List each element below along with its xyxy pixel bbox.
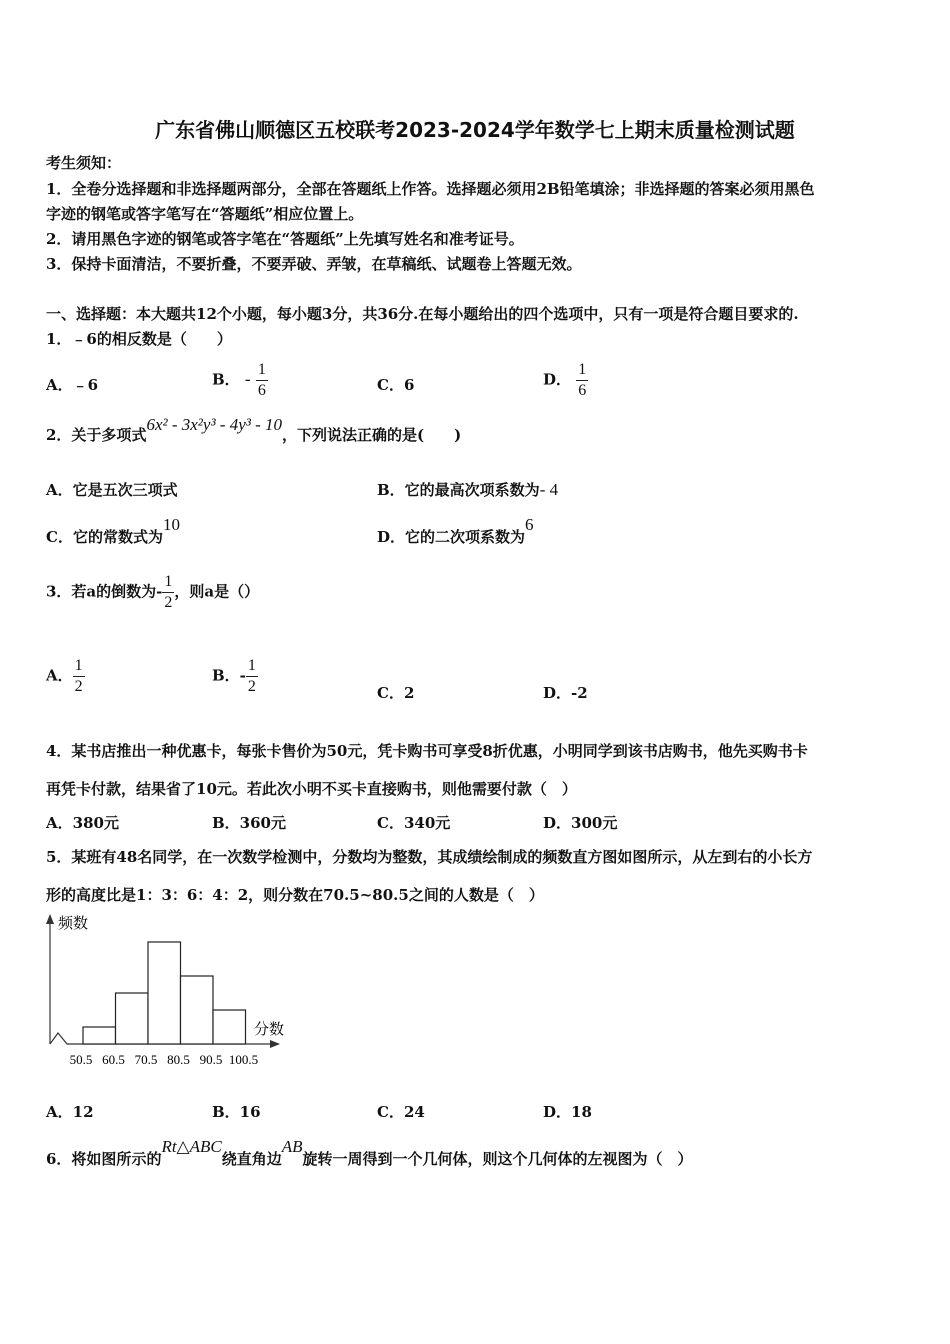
q1-option-a: A．﹣6 xyxy=(46,376,99,394)
q3-option-d: D．-2 xyxy=(543,684,588,702)
q4-option-c: C．340元 xyxy=(377,814,451,832)
stem-text: 2．关于多项式 xyxy=(46,426,147,444)
denominator: 2 xyxy=(247,678,256,695)
polynomial: 6x² - 3x²y³ - 4y³ - 10 xyxy=(146,415,283,434)
question-1-stem: 1．﹣6的相反数是（ ） xyxy=(46,330,232,348)
question-6-stem xyxy=(46,1137,693,1169)
q2-option-a: A．它是五次三项式 xyxy=(46,481,178,499)
q3-option-a xyxy=(46,656,85,697)
option-label: D． xyxy=(543,370,572,389)
denominator: 2 xyxy=(74,678,83,695)
x-axis-arrow xyxy=(270,1040,280,1048)
notice-item: 3．保持卡面清洁，不要折叠，不要弄破、弄皱，在草稿纸、试题卷上答题无效。 xyxy=(46,255,582,273)
q2-option-b xyxy=(377,479,558,500)
q4-option-a: A．380元 xyxy=(46,814,119,832)
notice-item: 2．请用黑色字迹的钢笔或答字笔在“答题纸”上先填写姓名和准考证号。 xyxy=(46,230,524,248)
triangle-name: Rt△ABC xyxy=(161,1137,222,1156)
stem-text: 绕直角边 xyxy=(221,1150,282,1168)
option-label: A． xyxy=(46,666,73,685)
option-text: B．它的最高次项系数为 xyxy=(377,481,540,499)
q1-option-d xyxy=(543,360,588,401)
notice-item: 1．全卷分选择题和非选择题两部分，全部在答题纸上作答。选择题必须用2B铅笔填涂；非选择题的答案必须用黑色 xyxy=(46,180,815,198)
question-4-line2: 再凭卡付款，结果省了10元。若此次小明不买卡直接购书，则他需要付款（ ） xyxy=(46,780,577,798)
q3-option-b xyxy=(212,656,258,697)
q4-option-b: B．360元 xyxy=(212,814,286,832)
notice-heading: 考生须知： xyxy=(46,154,122,172)
x-tick-label: 90.5 xyxy=(199,1052,223,1067)
x-axis-label: 分数 xyxy=(254,1020,285,1038)
stem-text: 3．若a的倒数为- xyxy=(46,582,163,601)
q5-option-d: D．18 xyxy=(543,1103,592,1121)
histogram-chart xyxy=(40,908,300,1076)
q1-option-c: C．6 xyxy=(377,376,415,394)
q3-option-c: C．2 xyxy=(377,684,415,702)
q4-option-d: D．300元 xyxy=(543,814,618,832)
q1-option-b xyxy=(212,360,268,401)
edge-name: AB xyxy=(281,1137,303,1156)
x-tick-label: 70.5 xyxy=(134,1052,158,1067)
q5-option-a: A．12 xyxy=(46,1103,94,1121)
x-tick-label: 50.5 xyxy=(69,1052,93,1067)
option-text: C．它的常数式为 xyxy=(46,528,163,546)
option-label: B． xyxy=(212,370,240,389)
x-tick-label: 60.5 xyxy=(102,1052,125,1067)
denominator: 2 xyxy=(164,594,173,611)
numerator: 1 xyxy=(256,360,268,381)
q2-option-d xyxy=(377,515,534,547)
question-3-stem xyxy=(46,572,259,613)
fraction xyxy=(162,572,174,613)
fraction xyxy=(256,360,268,401)
q5-option-b: B．16 xyxy=(212,1103,261,1121)
question-5-line2: 形的高度比是1：3：6：4：2，则分数在70.5~80.5之间的人数是（ ） xyxy=(46,886,544,904)
stem-text: ，下列说法正确的是( ) xyxy=(282,426,462,444)
denominator: 6 xyxy=(578,382,587,399)
x-tick-label: 80.5 xyxy=(167,1052,190,1067)
stem-text: 6．将如图所示的 xyxy=(46,1150,162,1168)
numerator: 1 xyxy=(576,360,588,381)
option-value: - 4 xyxy=(539,480,559,499)
stem-text: ，则a是（） xyxy=(174,582,260,601)
histogram-bar xyxy=(148,942,181,1044)
histogram-bar xyxy=(181,976,214,1044)
numerator: 1 xyxy=(162,572,174,593)
question-5-line1: 5．某班有48名同学，在一次数学检测中，分数均为整数，其成绩绘制成的频数直方图如图所示，从左到右的小长方 xyxy=(46,848,813,866)
x-tick-label: 100.5 xyxy=(228,1052,259,1067)
fraction xyxy=(576,360,588,401)
histogram-bar xyxy=(213,1010,246,1044)
section-heading: 一、选择题：本大题共12个小题，每小题3分，共36分.在每小题给出的四个选项中，只有一项是符合题目要求的. xyxy=(46,305,799,323)
minus-sign: - xyxy=(244,369,251,389)
q2-option-c xyxy=(46,515,180,547)
option-text: D．它的二次项系数为 xyxy=(377,528,526,546)
question-2-stem xyxy=(46,415,462,445)
numerator: 1 xyxy=(73,656,85,677)
option-value: 6 xyxy=(525,515,534,534)
option-value: 10 xyxy=(162,515,180,534)
stem-text: 旋转一周得到一个几何体，则这个几何体的左视图为（ ） xyxy=(302,1150,693,1168)
y-axis-label: 频数 xyxy=(58,914,89,932)
histogram-bar xyxy=(116,993,149,1044)
page-title: 广东省佛山顺德区五校联考2023-2024学年数学七上期末质量检测试题 xyxy=(155,118,795,142)
question-4-line1: 4．某书店推出一种优惠卡，每张卡售价为50元，凭卡购书可享受8折优惠，小明同学到该书店购书，他先买购书卡 xyxy=(46,742,808,760)
notice-item: 字迹的钢笔或答字笔写在“答题纸”相应位置上。 xyxy=(46,205,364,223)
option-label: B．- xyxy=(212,666,246,685)
q5-option-c: C．24 xyxy=(377,1103,425,1121)
fraction xyxy=(246,656,258,697)
fraction xyxy=(73,656,85,697)
numerator: 1 xyxy=(246,656,258,677)
histogram-bar xyxy=(83,1027,116,1044)
y-axis-arrow xyxy=(46,914,54,924)
denominator: 6 xyxy=(257,382,266,399)
